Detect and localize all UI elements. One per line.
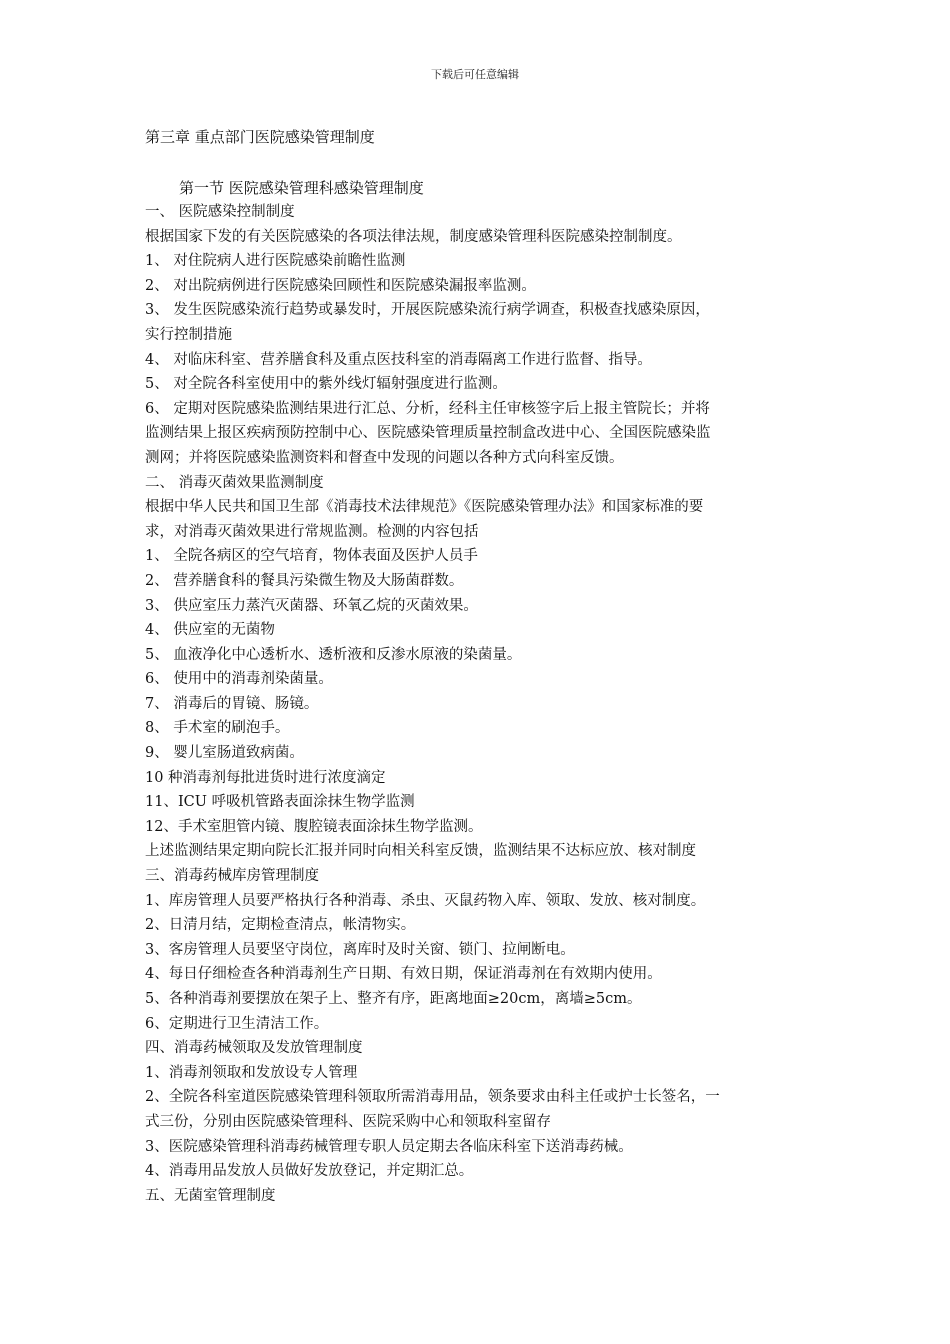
text-line: 6、定期进行卫生清洁工作。 bbox=[145, 1015, 329, 1032]
text-line: 10 种消毒剂每批进货时进行浓度滴定 bbox=[145, 769, 386, 786]
text-line: 3、医院感染管理科消毒药械管理专职人员定期去各临床科室下送消毒药械。 bbox=[145, 1138, 633, 1155]
text-line: 7、 消毒后的胃镜、肠镜。 bbox=[145, 695, 319, 712]
section-title: 第一节 医院感染管理科感染管理制度 bbox=[179, 179, 424, 197]
text-line: 1、 全院各病区的空气培育，物体表面及医护人员手 bbox=[145, 548, 478, 565]
text-line: 二、 消毒灭菌效果监测制度 bbox=[145, 474, 324, 491]
text-line: 1、库房管理人员要严格执行各种消毒、杀虫、灭鼠药物入库、领取、发放、核对制度。 bbox=[145, 892, 706, 909]
text-line: 5、 对全院各科室使用中的紫外线灯辐射强度进行监测。 bbox=[145, 376, 507, 393]
text-line: 6、 使用中的消毒剂染菌量。 bbox=[145, 671, 333, 688]
header-note: 下载后可任意编辑 bbox=[431, 68, 519, 81]
text-line: 1、消毒剂领取和发放设专人管理 bbox=[145, 1064, 358, 1081]
text-line: 12、手术室胆管内镜、腹腔镜表面涂抹生物学监测。 bbox=[145, 818, 483, 835]
text-line: 4、 供应室的无菌物 bbox=[145, 622, 275, 639]
text-line: 上述监测结果定期向院长汇报并同时向相关科室反馈，监测结果不达标应放、核对制度 bbox=[145, 843, 696, 860]
text-line: 8、 手术室的刷泡手。 bbox=[145, 720, 290, 737]
text-line: 3、 供应室压力蒸汽灭菌器、环氧乙烷的灭菌效果。 bbox=[145, 597, 478, 614]
text-line: 6、 定期对医院感染监测结果进行汇总、分析，经科主任审核签字后上报主管院长；并将 bbox=[145, 400, 710, 417]
text-line: 5、 血液净化中心透析水、透析液和反渗水原液的染菌量。 bbox=[145, 646, 522, 663]
text-line: 根据国家下发的有关医院感染的各项法律法规，制度感染管理科医院感染控制制度。 bbox=[145, 228, 682, 245]
text-line: 2、日清月结，定期检查清点，帐清物实。 bbox=[145, 917, 416, 934]
text-line: 2、 营养膳食科的餐具污染微生物及大肠菌群数。 bbox=[145, 572, 464, 589]
text-line: 求，对消毒灭菌效果进行常规监测。检测的内容包括 bbox=[145, 523, 479, 540]
text-line: 实行控制措施 bbox=[145, 326, 232, 343]
chapter-title: 第三章 重点部门医院感染管理制度 bbox=[145, 128, 375, 146]
text-line: 四、消毒药械领取及发放管理制度 bbox=[145, 1040, 363, 1057]
text-line: 11、ICU 呼吸机管路表面涂抹生物学监测 bbox=[145, 794, 415, 811]
text-line: 3、客房管理人员要坚守岗位，离库时及时关窗、锁门、拉闸断电。 bbox=[145, 941, 575, 958]
text-line: 3、 发生医院感染流行趋势或暴发时，开展医院感染流行病学调查，积极查找感染原因， bbox=[145, 302, 710, 319]
text-line: 2、全院各科室道医院感染管理科领取所需消毒用品，领条要求由科主任或护士长签名，一 bbox=[145, 1089, 720, 1106]
text-line: 4、 对临床科室、营养膳食科及重点医技科室的消毒隔离工作进行监督、指导。 bbox=[145, 351, 652, 368]
text-line: 4、消毒用品发放人员做好发放登记，并定期汇总。 bbox=[145, 1163, 474, 1180]
text-line: 监测结果上报区疾病预防控制中心、医院感染管理质量控制盒改进中心、全国医院感染监 bbox=[145, 425, 711, 442]
text-line: 4、每日仔细检查各种消毒剂生产日期、有效日期，保证消毒剂在有效期内使用。 bbox=[145, 966, 662, 983]
document-body bbox=[145, 200, 805, 1208]
text-line: 5、各种消毒剂要摆放在架子上、整齐有序，距离地面≥20cm，离墙≥5cm。 bbox=[145, 991, 642, 1007]
text-line: 式三份，分别由医院感染管理科、医院采购中心和领取科室留存 bbox=[145, 1113, 551, 1130]
text-line: 2、 对出院病例进行医院感染回顾性和医院感染漏报率监测。 bbox=[145, 277, 536, 294]
text-line: 一、 医院感染控制制度 bbox=[145, 204, 295, 220]
text-line: 三、消毒药械库房管理制度 bbox=[145, 868, 319, 885]
text-line: 根据中华人民共和国卫生部《消毒技术法律规范》《医院感染管理办法》和国家标准的要 bbox=[145, 499, 704, 516]
text-line: 9、 婴儿室肠道致病菌。 bbox=[145, 745, 304, 762]
text-line: 1、 对住院病人进行医院感染前瞻性监测 bbox=[145, 253, 406, 270]
text-line: 测网；并将医院感染监测资料和督查中发现的问题以各种方式向科室反馈。 bbox=[145, 449, 624, 466]
text-line: 五、无菌室管理制度 bbox=[145, 1187, 276, 1204]
